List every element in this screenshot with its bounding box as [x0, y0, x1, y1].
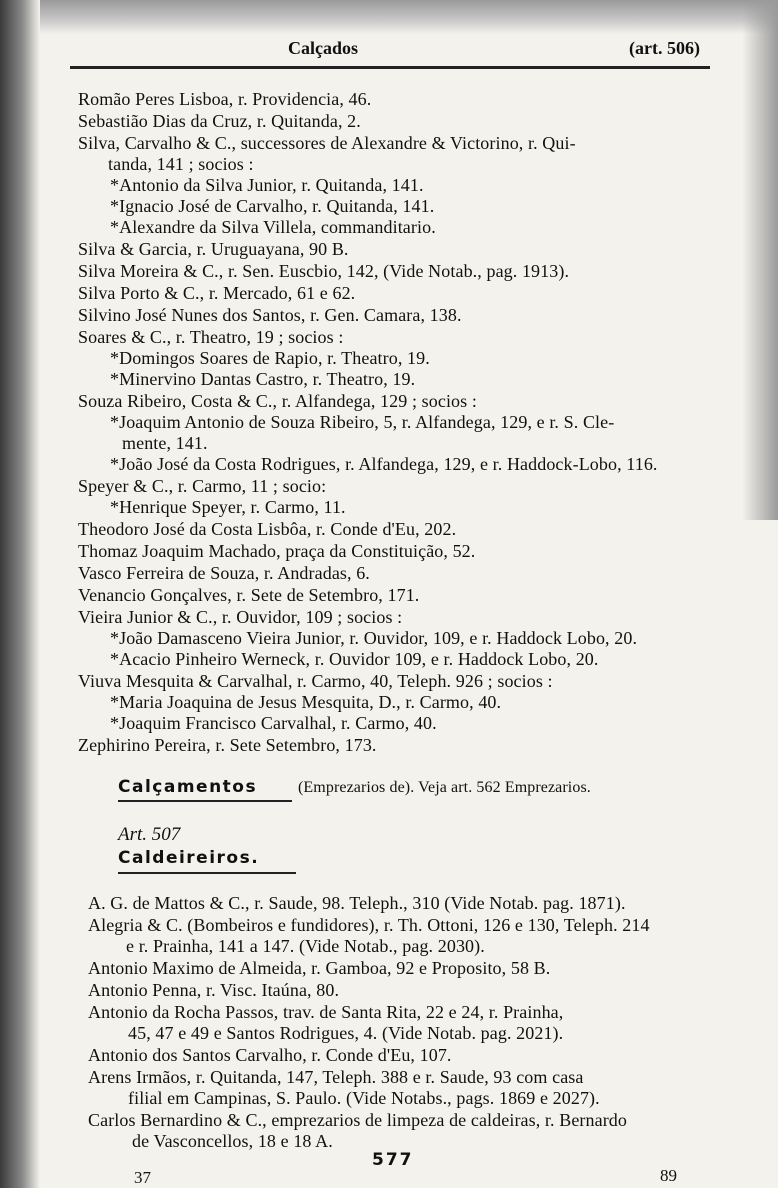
- entry-line: Speyer & C., r. Carmo, 11 ; socio:: [78, 476, 327, 496]
- entry-line: Vasco Ferreira de Souza, r. Andradas, 6.: [78, 563, 370, 583]
- entry-line: *Antonio da Silva Junior, r. Quitanda, 141.: [110, 175, 424, 195]
- article-label: Art. 507: [118, 824, 181, 845]
- entry-line: Antonio dos Santos Carvalho, r. Conde d'Eu, 107.: [88, 1045, 452, 1065]
- entry-line: 45, 47 e 49 e Santos Rodrigues, 4. (Vide Notab. pag. 2021).: [128, 1023, 564, 1043]
- entry-line: *Domingos Soares de Rapio, r. Theatro, 19.: [110, 348, 430, 368]
- entry-line: Sebastião Dias da Cruz, r. Quitanda, 2.: [78, 111, 361, 131]
- header-rule: [70, 66, 710, 69]
- entry-line: *João Damasceno Vieira Junior, r. Ouvidor, 109, e r. Haddock Lobo, 20.: [110, 628, 638, 648]
- header-article: (art. 506): [629, 38, 700, 58]
- entry-line: e r. Prainha, 141 a 147. (Vide Notab., pag. 2030).: [126, 936, 485, 956]
- entry-line: *Alexandre da Silva Villela, commanditario.: [110, 217, 436, 237]
- scan-shadow-top: [40, 0, 778, 34]
- entry-line: Antonio da Rocha Passos, trav. de Santa Rita, 22 e 24, r. Prainha,: [88, 1002, 564, 1022]
- calcamentos-heading: Calçamentos: [118, 777, 258, 797]
- entry-line: Vieira Junior & C., r. Ouvidor, 109 ; socios :: [78, 607, 403, 627]
- header-title: Calçados: [288, 38, 359, 58]
- entry-line: Souza Ribeiro, Costa & C., r. Alfandega, 129 ; socios :: [78, 391, 477, 411]
- page-header: [60, 38, 710, 64]
- entry-line: filial em Campinas, S. Paulo. (Vide Notabs., pags. 1869 e 2027).: [128, 1088, 600, 1108]
- entry-line: Romão Peres Lisboa, r. Providencia, 46.: [78, 89, 372, 109]
- entry-line: Arens Irmãos, r. Quitanda, 147, Teleph. 388 e r. Saude, 93 com casa: [88, 1067, 584, 1087]
- entry-line: *Joaquim Antonio de Souza Ribeiro, 5, r. Alfandega, 129, e r. S. Cle-: [110, 412, 615, 432]
- entry-line: *Maria Joaquina de Jesus Mesquita, D., r. Carmo, 40.: [110, 692, 502, 712]
- scan-shadow-right: [742, 0, 778, 520]
- entry-line: Zephirino Pereira, r. Sete Setembro, 173.: [78, 735, 377, 755]
- entry-line: Carlos Bernardino & C., emprezarios de limpeza de caldeiras, r. Bernardo: [88, 1110, 628, 1130]
- entry-line: Silva Moreira & C., r. Sen. Euscbio, 142, (Vide Notab., pag. 1913).: [78, 261, 570, 281]
- entry-line: *Acacio Pinheiro Werneck, r. Ouvidor 109, e r. Haddock Lobo, 20.: [110, 649, 599, 669]
- entry-line: A. G. de Mattos & C., r. Saude, 98. Teleph., 310 (Vide Notab. pag. 1871).: [88, 893, 626, 913]
- footer-left-number: 37: [134, 1168, 151, 1187]
- scan-shadow-left: [0, 0, 40, 1188]
- footer-page-number: 577: [372, 1150, 414, 1170]
- entry-line: Venancio Gonçalves, r. Sete de Setembro, 171.: [78, 585, 420, 605]
- entry-line: Antonio Penna, r. Visc. Itaúna, 80.: [88, 980, 340, 1000]
- entry-line: Alegria & C. (Bombeiros e fundidores), r. Th. Ottoni, 126 e 130, Teleph. 214: [88, 915, 650, 935]
- entry-line: Silva, Carvalho & C., successores de Alexandre & Victorino, r. Qui-: [78, 133, 576, 153]
- entry-line: Theodoro José da Costa Lisbôa, r. Conde d'Eu, 202.: [78, 519, 457, 539]
- entry-line: Thomaz Joaquim Machado, praça da Constituição, 52.: [78, 541, 476, 561]
- entry-line: Silva & Garcia, r. Uruguayana, 90 B.: [78, 239, 349, 259]
- entry-line: *Minervino Dantas Castro, r. Theatro, 19.: [110, 369, 416, 389]
- entry-line: *Ignacio José de Carvalho, r. Quitanda, 141.: [110, 196, 435, 216]
- entry-line: Antonio Maximo de Almeida, r. Gamboa, 92 e Proposito, 58 B.: [88, 958, 551, 978]
- entry-line: *Henrique Speyer, r. Carmo, 11.: [110, 497, 346, 517]
- entry-line: mente, 141.: [122, 433, 208, 453]
- entry-line: Silvino José Nunes dos Santos, r. Gen. Camara, 138.: [78, 305, 462, 325]
- entry-line: de Vasconcellos, 18 e 18 A.: [132, 1131, 333, 1151]
- caldeireiros-heading: Caldeireiros.: [118, 848, 260, 868]
- entry-line: *Joaquim Francisco Carvalhal, r. Carmo, 40.: [110, 713, 437, 733]
- entry-line: Silva Porto & C., r. Mercado, 61 e 62.: [78, 283, 356, 303]
- footer-right-number: 89: [660, 1166, 677, 1185]
- entry-line: Soares & C., r. Theatro, 19 ; socios :: [78, 327, 344, 347]
- calcamentos-text: (Emprezarios de). Veja art. 562 Emprezarios.: [298, 779, 591, 796]
- entry-line: *João José da Costa Rodrigues, r. Alfandega, 129, e r. Haddock-Lobo, 116.: [110, 454, 658, 474]
- entry-line: Viuva Mesquita & Carvalhal, r. Carmo, 40, Teleph. 926 ; socios :: [78, 671, 553, 691]
- caldeireiros-heading-rule: [118, 872, 296, 874]
- calcamentos-heading-rule: [118, 800, 292, 802]
- entry-line: tanda, 141 ; socios :: [108, 154, 254, 174]
